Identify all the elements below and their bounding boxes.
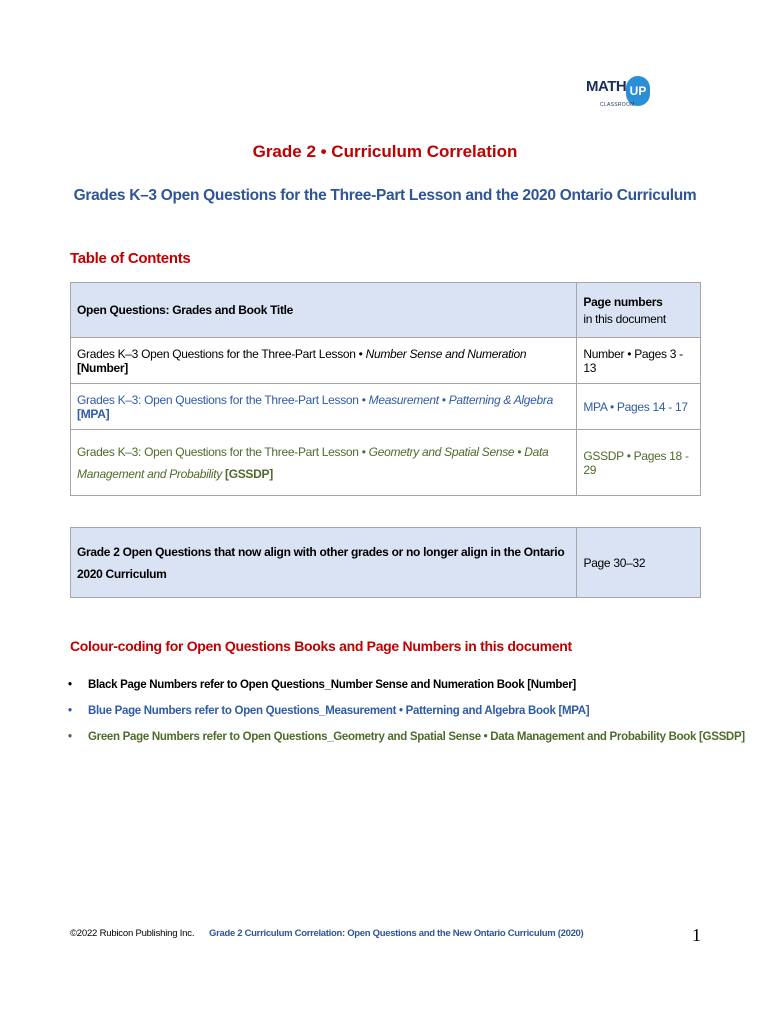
footer-title: Grade 2 Curriculum Correlation: Open Questions and the New Ontario Curriculum (2020) [209,928,584,939]
toc-row-pages: GSSDP • Pages 18 - 29 [577,430,701,496]
page-title: Grade 2 • Curriculum Correlation [252,142,518,161]
realign-table [70,527,701,598]
toc-row-tag: [GSSDP] [221,466,273,481]
toc-row-tag: [Number] [77,360,128,375]
toc-row-gssdp [71,430,701,496]
toc-row-prefix: Grades K–3: Open Questions for the Three-Part Lesson • [77,444,369,459]
toc-table [70,282,701,496]
toc-row-pages: Number • Pages 3 - 13 [577,338,701,384]
colour-item-green [68,724,745,750]
colour-item-text: Black Page Numbers refer to Open Questions_Number Sense and Numeration Book [Number] [88,679,576,691]
footer-copyright: ©2022 Rubicon Publishing Inc. [70,928,195,939]
toc-header-row [71,283,701,338]
toc-row-number [71,338,701,384]
toc-row-title [71,430,577,496]
realign-label: Grade 2 Open Questions that now align with other grades or no longer align in the Ontario 2020 Curriculum [71,528,577,598]
toc-row-title [71,384,577,430]
toc-row-book: Geometry and Spatial Sense • Data Management and Probability [77,444,549,481]
logo-accent-text: UP [626,76,650,106]
toc-row-book: Number Sense and Numeration [365,346,527,361]
colour-item-blue [68,698,745,724]
bullet-icon: • [68,731,72,743]
realign-row [71,528,701,598]
toc-header-pages-line2: in this document [583,311,666,326]
toc-row-prefix: Grades K–3: Open Questions for the Three-Part Lesson • [77,392,369,407]
colour-coding-heading: Colour-coding for Open Questions Books and Page Numbers in this document [70,638,572,654]
toc-header-pages [577,283,701,338]
bullet-icon: • [68,705,72,717]
mathup-logo [586,76,652,114]
colour-coding-list [68,672,745,750]
colour-item-black [68,672,745,698]
colour-item-text: Blue Page Numbers refer to Open Questions_Measurement • Patterning and Algebra Book [MPA] [88,705,590,717]
bullet-icon: • [68,679,72,691]
toc-heading: Table of Contents [70,250,191,267]
logo-main-text: MATH [586,78,627,95]
toc-row-pages: MPA • Pages 14 - 17 [577,384,701,430]
page-number: 1 [692,925,701,945]
toc-header-title: Open Questions: Grades and Book Title [71,283,577,338]
colour-item-text: Green Page Numbers refer to Open Questions_Geometry and Spatial Sense • Data Management and Probability Book [GSSDP] [88,731,745,743]
toc-header-pages-line1: Page numbers [583,294,663,309]
toc-row-tag: [MPA] [77,406,110,421]
toc-row-book: Measurement • Patterning & Algebra [368,392,553,407]
realign-pages: Page 30–32 [577,528,701,598]
page-subtitle: Grades K–3 Open Questions for the Three-Part Lesson and the 2020 Ontario Curriculum [73,187,697,204]
toc-row-prefix: Grades K–3 Open Questions for the Three-Part Lesson • [77,346,366,361]
toc-row-title [71,338,577,384]
logo-sub-text: CLASSROOM [600,102,635,108]
toc-row-mpa [71,384,701,430]
